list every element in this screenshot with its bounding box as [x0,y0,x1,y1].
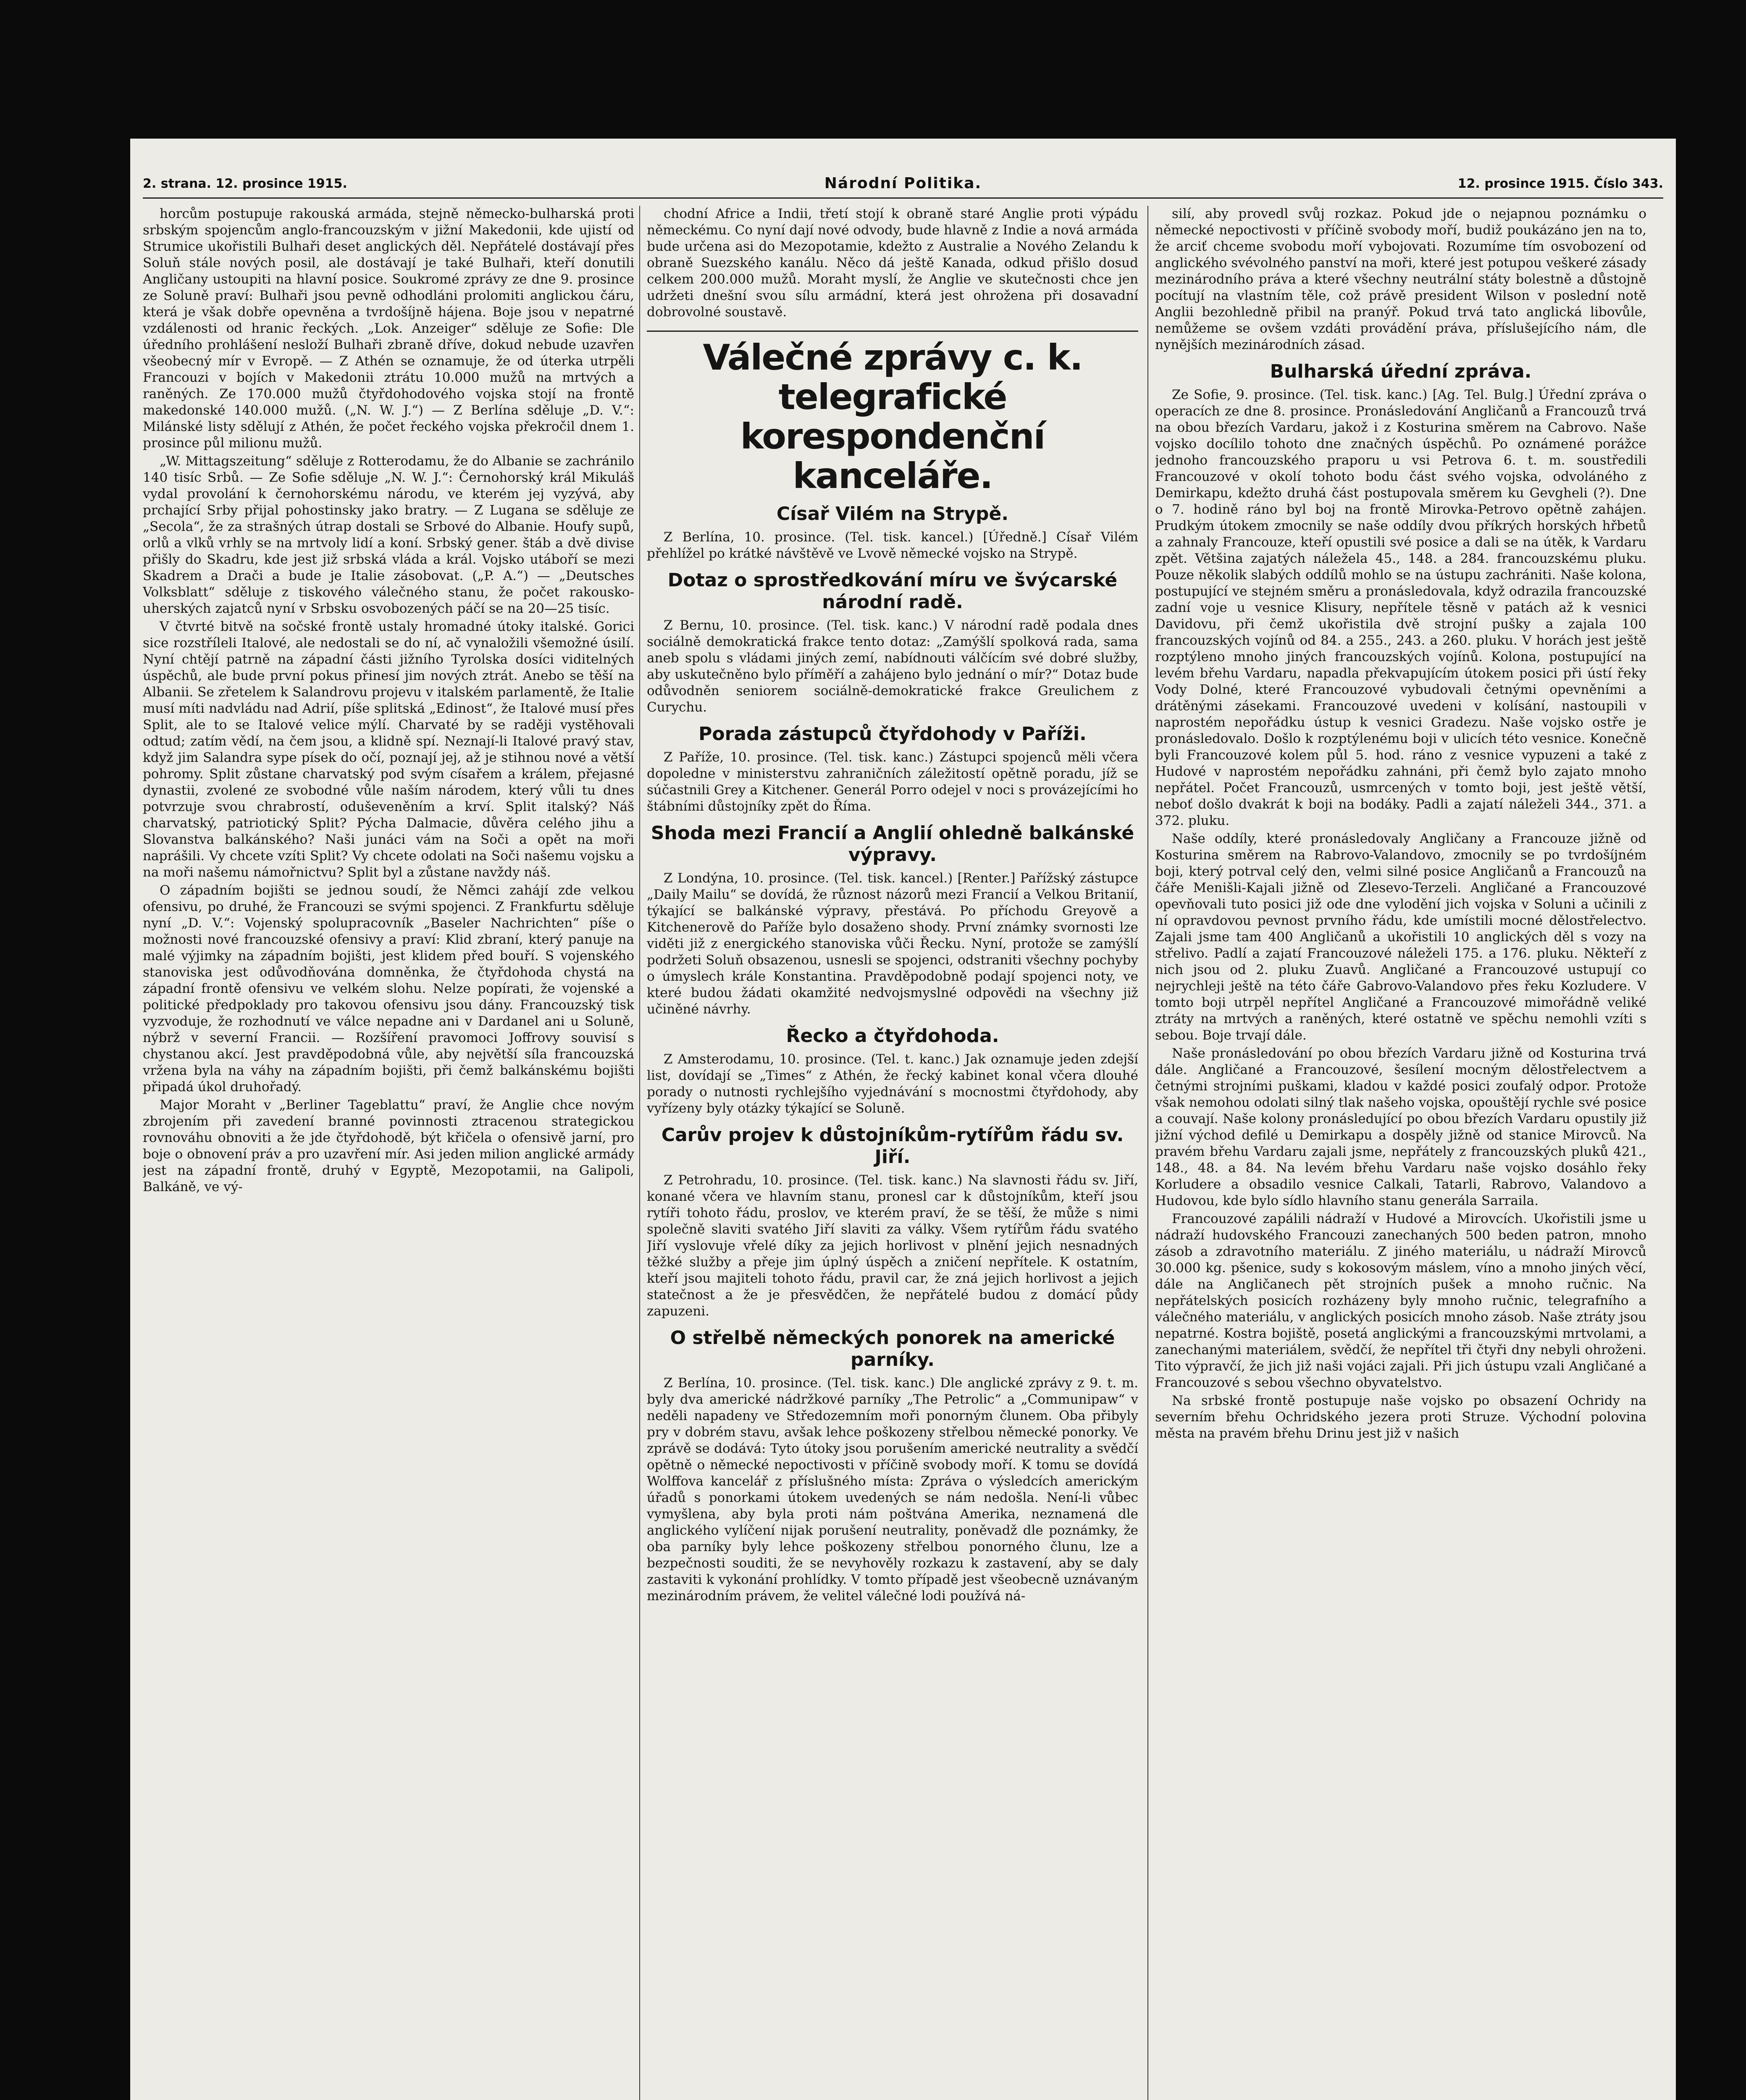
article-heading: Carův projev k důstojníkům-rytířům řádu sv. Jiří. [661,1124,1124,1168]
paragraph: „W. Mittagszeitung“ sděluje z Rotterodamu, že do Albanie se zachránilo 140 tisíc Srbů. — Ze Sofie sděluje „N. W. J.“: Černohorský král Mikuláš vydal provolání k černohorskému národu, ve kterém jej vyzývá, aby prchající Srby přijal pohostinsky jako bratry. — Z Lugana se sděluje ze „Secola“, že za strašných útrap dostali se Srbové do Albanie. Houfy supů, orlů a vlků vrhly se na mrtvoly lidí a koní. Srbský gener. štáb a dvě divise přišly do Skadru, kde jest již srbská vláda a král. Vojsko utáboří se mezi Skadrem a Drači a bude je Italie zásobovat. („P. A.“) — „Deutsches Volksblatt“ sděluje z tiskového válečného stanu, že počet rakousko-uherských zajatců nyní v Srbsku osvobozených páčí se na 20—25 tisíc. [143,454,634,616]
paragraph: Z Londýna, 10. prosince. (Tel. tisk. kancel.) [Renter.] Pařížský zástupce „Daily Mailu“ se dovídá, že různost názorů mezi Francií a Velkou Britanií, týkající se balkánské výpravy, přestává. Po příchodu Greyově a Kitchenerově do Paříže bylo dosaženo shody. První známky svornosti lze viděti již z energického stanoviska vůči Řecku. Nyní, protože se zamýšlí podržeti Soluň obsazenou, usnesli se spojenci, odstraniti všechny pochyby o úmyslech krále Konstantina. Pravděpodobně podají spojenci noty, ve které budou žádati okamžité nedvojsmyslné odpovědi na všechny již učiněné návrhy. [647,871,1138,1017]
paragraph: chodní Africe a Indii, třetí stojí k obraně staré Anglie proti výpádu německému. Co nyní dají nové odvody, bude hlavně z Indie a nová armáda bude určena asi do Mezopotamie, kdežto z Australie a Nového Zelandu k obraně Suezského kanálu. Něco dá ještě Kanada, odkud přišlo dosud celkem 200.000 mužů. Moraht myslí, že Anglie ve skutečnosti chce jen udržeti dnešní svou sílu armádní, která jest ohrožena při dosavadní dobrovolné soustavě. [647,206,1138,320]
paragraph: V čtvrté bitvě na sočské frontě ustaly hromadné útoky italské. Gorici sice rozstříleli Italové, ale nedostali se do ní, ač vynaložili všemožné úsilí. Nyní chtějí patrně na západní části jižního Tyrolska dosíci viditelných úspěchů, ale bude první pokus přinesí jim nových ztrát. Anebo se těší na Albanii. Se zřetelem k Salandrovu projevu v italském parlamentě, že Italie musí míti nadvládu nad Adrií, píše splitská „Edinost“, že Italové musí přes Split, ale to se Italové velice mýlí. Charvaté by se raději vystěhovali odtud; zatím vědí, na čem jsou, a klidně spí. Neznají-li Italové pravý stav, když jim Salandra sype písek do očí, poznají jej, až je stihnou nové a větší pohromy. Split zůstane charvatský pod svým císařem a králem, přejasné dynastii, zvolené ze svobodné vůle naším národem, který vůli tu dnes potvrzuje svou chrabrostí, oduševeněním a krví. Split italský? Náš charvatský, patriotický Split? Pýcha Dalmacie, důvěra celého jihu a Slovanstva balkánského? Naši junáci vám na Soči a opět na moři naprášili. Vy chcete vzíti Split? Vy chcete odolati na Soči našemu vojsku a na moři našemu námořnictvu? Split byl a zůstane navždy náš. [143,619,634,880]
article-heading: Císař Vilém na Strypě. [776,503,1009,525]
article-heading: Bulharská úřední zpráva. [1270,361,1532,382]
paragraph: Z Amsterodamu, 10. prosince. (Tel. t. kanc.) Jak oznamuje jeden zdejší list, dovídají se „Times“ z Athén, že řecký kabinet konal včera dlouhé porady o nutnosti rychlejšího vyjednávání s mocnostmi čtyřdohody, aby vyřízeny byly otázky týkající se Soluně. [647,1052,1138,1116]
column-divider [1147,206,1148,2100]
article-heading: Dotaz o sprostředkování míru ve švýcarské národní radě. [667,570,1118,613]
newspaper-page [130,139,1676,2100]
paragraph: Na srbské frontě postupuje naše vojsko po obsazení Ochridy na severním břehu Ochridského jezera proti Struze. Východní polovina města na pravém břehu Drinu jest již v našich [1155,1393,1646,1441]
paragraph: Z Berlína, 10. prosince. (Tel. tisk. kancel.) [Úředně.] Císař Vilém přehlížel po krátké návštěvě ve Lvově německé vojsko na Strypě. [647,530,1138,561]
article-heading: Porada zástupců čtyřdohody v Paříži. [698,723,1087,745]
header-right: 12. prosince 1915. Číslo 343. [1457,176,1663,191]
header-left: 2. strana. 12. prosince 1915. [143,176,347,191]
section-headline: Válečné zprávy c. k. telegrafické korespondenční kanceláře. [647,331,1138,496]
article-heading: Řecko a čtyřdohoda. [786,1025,999,1047]
paragraph: Naše oddíly, které pronásledovaly Angličany a Francouze jižně od Kosturina směrem na Rabrovo-Valandovo, zmocnily se po tvrdošíjném boji, který potrval celý den, velmi silné posice Angličanů a Francouzů na čáře Menišli-Kajali jižně od Zlesevo-Terzeli. Angličané a Francouzové opevňovali tuto posici již ode dne vylodění jich vojska v Soluni a učinili z ní opravdovou pevnost prvního řádu, kde umístili mocné dělostřelectvo. Zajali jsme tam 400 Angličanů a ukořistili 10 anglických děl s vozy na střelivo. Padlí a zajatí Francouzové náleželi 175. a 176. pluku. Někteří z nich jsou od 2. pluku Zuavů. Angličané a Francouzové ustupují co nejrychleji ještě na této čáře Gabrovo-Valandovo přes řeku Kozludere. V tomto boji utrpěl nepřítel Angličané a Francouzové mimořádně veliké ztráty na mrtvých a raněných, které ostatně ve spěchu nemohli vzíti s sebou. Boje trvají dále. [1155,831,1646,1043]
paragraph: silí, aby provedl svůj rozkaz. Pokud jde o nejapnou poznámku o německé nepoctivosti v příčině svobody moří, budiž poukázáno jen na to, že arciť chceme svobodu moří vybojovati. Rozumíme tím osvobození od anglického svévolného panství na moři, které jest potupou veškeré zásady mezinárodního práva a které všechny neutrální státy bolestně a důstojně pocítují na vlastním těle, což právě president Wilson v poslední notě Anglii bezohledně přibil na pranýř. Pokud trvá tato anglická libovůle, nemůžeme se ovšem vzdáti provádění práva, příslušejícího nám, dle nynějších mezinárodních zásad. [1155,206,1646,352]
paragraph: Z Petrohradu, 10. prosince. (Tel. tisk. kanc.) Na slavnosti řádu sv. Jiří, konané včera ve hlavním stanu, pronesl car k důstojníkům, kteří jsou rytíři tohoto řádu, proslov, ve kterém praví, že se těší, že může s nimi společně slaviti svatého Jiří slaviti za války. Všem rytířům řádu svatého Jiří vyslovuje vřelé díky za jejich horlivost v plnění jejich nesnadných těžké služby a přeje jim úplný úspěch a zničení nepřítele. K ostatním, kteří jsou majiteli tohoto řádu, pravil car, že zná jejich horlivost a jejich statečnost a že je přesvědčen, že nepřátelé budou z domácí půdy zapuzeni. [647,1173,1138,1319]
column-1 [143,206,634,2100]
article-heading: O střelbě německých ponorek na americké parníky. [670,1327,1115,1370]
masthead: Národní Politika. [824,175,982,192]
paragraph: Francouzové zapálili nádraží v Hudové a Mirovcích. Ukořistili jsme u nádraží hudovského Francouzi zanechaných 500 beden patron, mnoho zásob a zdravotního materiálu. Z jiného materiálu, u nádraží Mirovců 30.000 kg. pšenice, sudy s kokosovým máslem, víno a mnoho jiných věcí, dále na Angličanech pět strojních pušek a mnoho ručnic. Na nepřátelských posicích rozházeny byly mnoho ručnic, telegrafního a válečného materiálu, v anglických posicích mnoho zásob. Naše ztráty jsou nepatrné. Kostra bojiště, posetá anglickými a francouzskými mrtvolami, a zanechanými materiálem, svědčí, že nepřítel tři čtyři dny nebyli ohroženi. Tito výpravčí, že jich již naši vojáci zajali. Při jich ústupu vzali Angličané a Francouzové s sebou všechno obyvatelstvo. [1155,1211,1646,1390]
column-2 [647,206,1138,2100]
column-divider [639,206,640,2100]
page-header [143,172,1663,199]
paragraph: Major Moraht v „Berliner Tageblattu“ praví, že Anglie chce novým zbrojením při zavedení branné povinnosti ztracenou strategickou rovnováhu obnoviti a že jde čtyřdohodě, být křičela o ofensivě jarní, pro boje o obnovení práv a pro uzavření mír. Asi jeden milion anglické armády jest na západní frontě, druhý v Egyptě, Mezopotamii, na Galipoli, Balkáně, ve vý- [143,1097,634,1194]
paragraph: Ze Sofie, 9. prosince. (Tel. tisk. kanc.) [Ag. Tel. Bulg.] Úřední zpráva o operacích ze dne 8. prosince. Pronásledování Angličanů a Francouzů trvá na obou březích Vardaru, jakož i z Kosturina směrem na Cabrovo. Naše vojsko docílilo tohoto dne značných úspěchů. Po oznámené porážce jednoho francouzského praporu u vsi Petrova 6. t. m. soustředili Francouzové v okolí tohoto bodu část svého vojska, odvoláného z Demirkapu, kdežto druhá část postupovala směrem ku Gevgheli (?). Dne o 7. hodině ráno byl boj na frontě Mirovka-Petrovo opětně zahájen. Prudkým útokem zmocnily se naše oddíly dvou příkrých horských hřbetů a zahnaly Francouze, kteří opustili své posice a dali se na útěk, k Vardaru zpět. Většina zajatých náležela 45., 148. a 284. francouzskému pluku. Pouze několik slabých oddílů mohlo se na ústupu zachrániti. Naše kolona, postupující ve stejném směru a pronásledovala, když odrazila francouzské zadní voje u vesnice Klisury, nepřítele těsně v patách až k vesnici Davidovu, při čemž ukořistila dvě strojní pušky a zajala 100 francouzských vojínů od 84. a 255., 243. a 260. pluku. V horách jest ještě rozptýleno mnoho jiných francouzských vojínů. Kolona, postupující na levém břehu Vardaru, napadla překvapujícím útokem posici při ústí řeky Vody Dolné, které Francouzové vybudovali četnými opevněními a drátěnými zásekami. Francouzové uvedeni v kolísání, nastoupili v naprostém nepořádku ústup k vesnici Gradezu. Naše vojsko ostře je pronásledovalo. Došlo k rozptýlenému boji v ulicích této vesnice. Konečně byli Francouzové kolem půl 5. hod. ráno z vesnice vypuzeni a také z Hudové v naprostém nepořádku zahnáni, při čemž bylo zajato mnoho nepřátel. Počet Francouzů, usmrcených v tomto boji, jest ještě větší, neboť došlo dvakrát k boji na bodáky. Padli a zajatí náleželi 344., 371. a 372. pluku. [1155,387,1646,828]
paragraph: Z Bernu, 10. prosince. (Tel. tisk. kanc.) V národní radě podala dnes sociálně demokratická frakce tento dotaz: „Zamýšlí spolková rada, sama aneb spolu s vládami jiných zemí, nabídnouti válčícím své dobré služby, aby uskutečněno bylo příměří a zahájeno bylo jednání o mír?“ Dotaz bude odůvodněn seniorem sociálně-demokratické frakce Greulichem z Curychu. [647,618,1138,715]
paragraph: O západním bojišti se jednou soudí, že Němci zahájí zde velkou ofensivu, po druhé, že Francouzi se svými spojenci. Z Frankfurtu sděluje nyní „D. V.“: Vojenský spolupracovník „Baseler Nachrichten“ píše o možnosti nové francouzské ofensivy a praví: Klid zbraní, který panuje na malé výjimky na západním bojišti, jest klidem před bouří. S vojenského stanoviska jest odůvodňována domněnka, že čtyřdohoda chystá na západní frontě ofensivu ve velkém slohu. Nelze popírati, že vojenské a politické předpoklady pro takovou ofensivu jsou dány. Francouzský tisk vyzvoduje, že rozhodnutí ve válce nepadne ani v Dardanel ani u Soluně, nýbrž v severní Francii. — Rozšíření pravomoci Joffrovy souvisí s chystanou akcí. Jest pravděpodobná vůle, aby největší síla francouzská vržena byla na váhy na západním bojišti, při čemž balkánskému bojišti připadá úkol druhořadý. [143,883,634,1095]
paragraph: Z Berlína, 10. prosince. (Tel. tisk. kanc.) Dle anglické zprávy z 9. t. m. byly dva americké nádržkové parníky „The Petrolic“ a „Communipaw“ v neděli napadeny ve Středozemním moři ponorným člunem. Oba přibyly pry v dobrém stavu, avšak lehce poškozeny střelbou německé ponorky. Ve zprávě se dodává: Tyto útoky jsou porušením americké neutrality a svědčí opětně o německé nepoctivosti v příčině svobody moří. K tomu se dovídá Wolffova kancelář z příslušného místa: Zpráva o výsledcích americkým úřadů s ponorkami útokem uvedených se nám nedošla. Není-li vůbec vymyšlena, aby byla proti nám poštvána Amerika, neznamená dle anglického vylíčení nijak porušení neutrality, poněvadž dle poznámky, že oba parníky byly lehce poškozeny střelbou ponorného člunu, lze a bezpečnosti souditi, že se nevyhověly rozkazu k zastavení, aby se daly zastaviti k vykonání prohlídky. V tomto případě jest všeobecně uznávaným mezinárodním právem, že velitel válečné lodi používá ná- [647,1376,1138,1604]
paragraph: horcům postupuje rakouská armáda, stejně německo-bulharská proti srbským spojencům anglo-francouzským v jižní Makedonii, kde ujistí od Strumice ukořistili Bulhaři deset anglických děl. Nepřátelé dostávají přes Soluň stále nových posil, ale dostávají je také Bulhaři, kteří donutili Angličany ustoupiti na hlavní posice. Soukromé zprávy ze dne 9. prosince ze Soluně praví: Bulhaři jsou pevně odhodláni prolomiti anglickou čáru, která je však dobře opevněna a tvrdošíjně hájena. Boje jsou v nepatrné vzdálenosti od hranic řeckých. „Lok. Anzeiger“ sděluje ze Sofie: Dle úředního prohlášení nesloží Bulhaři zbraně dříve, dokud nebude uzavřen všeobecný mír v Evropě. — Z Athén se oznamuje, že od úterka utrpěli Francouzi v bojích v Makedonii ztrátu 10.000 mužů na mrtvých a raněných. Ze 170.000 mužů čtyřdohodového vojska stojí na frontě makedonské 140.000 mužů. („N. W. J.“) — Z Berlína sděluje „D. V.“: Milánské listy sdělují z Athén, že počet řeckého vojska překročil dnem 1. prosince půl milionu mužů. [143,206,634,451]
paragraph: Z Paříže, 10. prosince. (Tel. tisk. kanc.) Zástupci spojenců měli včera dopoledne v ministerstvu zahraničních záležitostí opětně poradu, jíž se súčastnili Grey a Kitchener. Generál Porro odejel v noci s provázejícími ho štábními důstojníky zpět do Říma. [647,750,1138,814]
paragraph: Naše pronásledování po obou březích Vardaru jižně od Kosturina trvá dále. Angličané a Francouzové, šesílení mocným dělostřelectvem a četnými strojními puškami, kladou v každé posici zoufalý odpor. Protože však nemohou odolati silný tlak našeho vojska, opouštějí rychle své posice a couvají. Naše kolony pronásledující po obou březích Vardaru opustily již jižní východ defilé u Demirkapu a dospěly jižně od stanice Mirovců. Na pravém břehu Vardaru zajali jsme, nepřátely z francouzských pluků 421., 148., 48. a 84. Na levém břehu Vardaru naše vojsko dosáhlo řeky Korludere a obsadilo vesnice Calkali, Tatarli, Rabrovo, Valandovo a Hudovou, kde bylo sídlo hlavního stanu generála Sarraila. [1155,1046,1646,1208]
article-heading: Shoda mezi Francií a Anglií ohledně balkánské výpravy. [651,822,1134,866]
column-3 [1155,206,1646,2100]
